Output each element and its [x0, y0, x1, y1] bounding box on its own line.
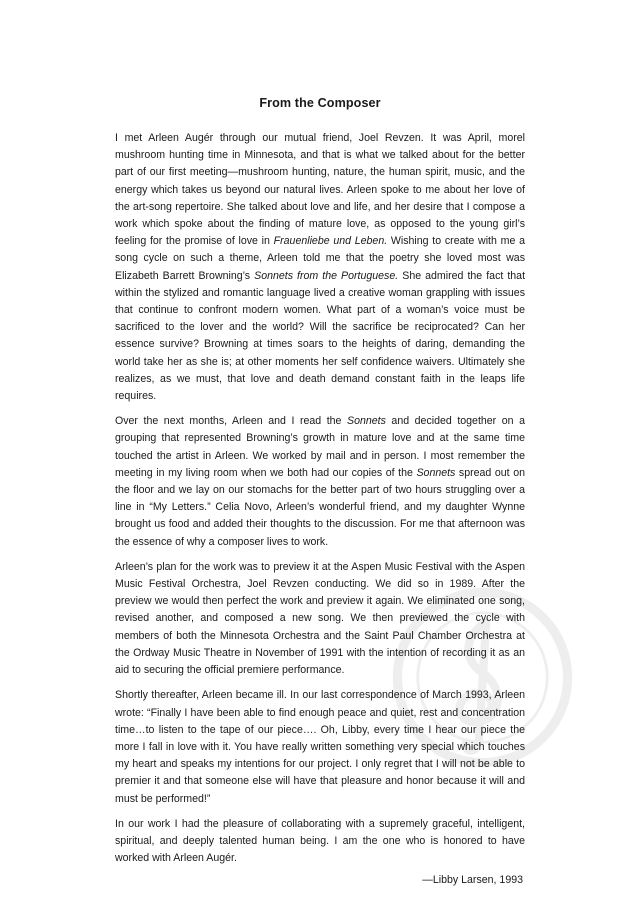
text-run: In our work I had the pleasure of collaborating with a supremely graceful, intelligent, spiritual, and deeply talented human being. I am the one who is honored to have worked with Arleen Augér. — [115, 817, 525, 865]
italic-title: Frauenliebe und Leben. — [273, 235, 388, 248]
italic-title: Sonnets from the Portuguese. — [254, 269, 399, 282]
paragraph — [115, 559, 525, 679]
italic-title: Sonnets — [416, 466, 456, 479]
paragraph — [115, 413, 525, 551]
text-run: Arleen’s plan for the work was to preview it at the Aspen Music Festival with the Aspen Music Festival Orchestra, Joel Revzen conducting. We did so in 1989. After the preview we would then perfect the work and preview it again. We eliminated one song, revised another, and composed a new song. We then previewed the cycle with members of both the Minnesota Orchestra and the Saint Paul Chamber Orchestra at the Ordway Music Theatre in November of 1991 with the intention of recording it as an aid to securing the official premiere performance. — [115, 560, 525, 677]
paragraph — [115, 816, 525, 868]
text-run: and decided together on a grouping that represented Browning’s growth in mature love and at the same time touched the artist in Arleen. We worked by mail and in person. I most remember the meeting in my living room when we both had our copies of the — [115, 415, 525, 479]
text-run: Shortly thereafter, Arleen became ill. In our last correspondence of March 1993, Arleen wrote: “Finally I have been able to find enough peace and quiet, rest and concentration time…to listen to the tape of our piece…. Oh, Libby, every time I hear our piece the more I fall in love with it. You have really written something very special which touches my heart and speaks my intentions for our project. I only regret that I will not be able to premier it and that someone else will have that pleasure and honor because it will and must be performed!” — [115, 689, 525, 805]
paragraph — [115, 130, 525, 405]
text-run: Over the next months, Arleen and I read the — [115, 415, 347, 428]
text-run: spread out on the floor and we lay on our stomachs for the better part of two hours struggling over a line in “My Letters.” Celia Novo, Arleen’s wonderful friend, and my daughter Wynne brought us food and added their thoughts to the discussion. For me that afternoon was the essence of why a composer lives to work. — [115, 466, 525, 548]
text-run: Wishing to create with me a song cycle on such a theme, Arleen told me that the poetry she loved most was Elizabeth Barrett Browning’s — [115, 235, 525, 282]
italic-title: Sonnets — [347, 415, 386, 428]
paragraph — [115, 687, 525, 807]
page-title: From the Composer — [259, 96, 381, 110]
text-run: I met Arleen Augér through our mutual friend, Joel Revzen. It was April, morel mushroom hunting time in Minnesota, and that is what we talked about for the better part of our first meeting—mushroom hunting, nature, the human spirit, music, and the energy which takes us beyond our natural lives. Arleen spoke to me about her love of the art-song repertoire. She talked about love and life, and her desire that I compose a work which spoke about the finding of mature love, as opposed to the young girl’s feeling for the promise of love in — [115, 132, 525, 248]
composer-note — [115, 96, 525, 890]
text-run: She admired the fact that within the stylized and romantic language lived a creative woman grappling with issues that continue to confront modern women. What part of a woman’s voice must be sacrificed to the lover and the world? Will the sacrifice be reciprocated? Can her essence survive? Browning at times soars to the heights of daring, demanding the world take her as she is; at other moments her self confidence waivers. Ultimately she realizes, as we must, that love and death demand constant faith in the leaps life requires. — [115, 269, 526, 403]
body-text — [115, 130, 525, 867]
signature: —Libby Larsen, 1993 — [422, 874, 523, 887]
